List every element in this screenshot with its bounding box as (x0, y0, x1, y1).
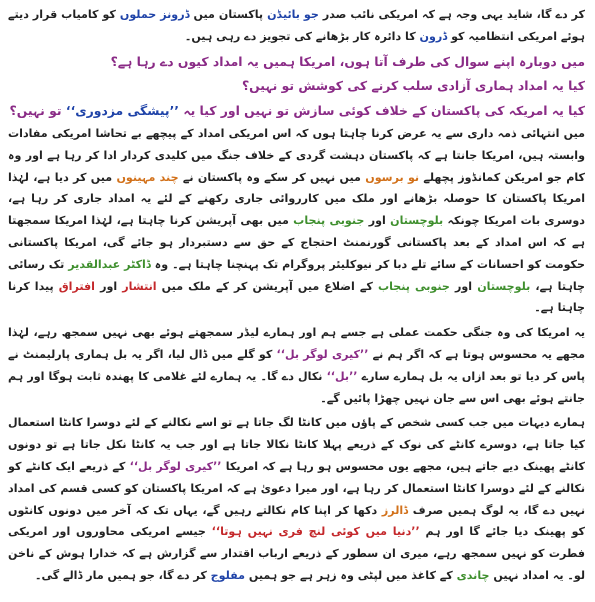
text-run: میں کر دیا ہے، لہٰذا امریکا پاکستان کا حوصلہ بڑھانے اور ملک میں کارروائی جاری رکھنے کے لئے یہ امداد جاری کر رہا ہے، دوسری بات امریکا چونکہ (8, 170, 586, 228)
text-run: پاکستان میں (189, 8, 268, 21)
question-line (8, 50, 585, 75)
text-run: تو نہیں؟ (9, 102, 66, 118)
text-run: پیدا کرنا چاہتا ہے۔ (8, 279, 585, 315)
paragraph (8, 4, 585, 48)
highlighted-phrase: جنوبی پنجاب (293, 214, 365, 228)
text-run: دکھا کر اپنا کام نکالتے رہیں گے، یہاں تک کہ آخر میں دونوں کانٹوں کو پھینک دیا جائے گا اور ہم (8, 503, 585, 539)
text-run: یہ امریکا کی وہ جنگی حکمت عملی ہے جسے ہم اور ہمارے لیڈر سمجھتے ہوئے بھی نہیں سمجھ رہے، لہٰذا مجھے یہ محسوس ہوتا ہے کہ اگر ہم نے (8, 326, 585, 362)
highlighted-phrase: ڈاکٹر عبدالقدیر (68, 257, 151, 271)
highlighted-phrase: انتشار (122, 279, 157, 293)
text-run: میں بھی آپریشن کرنا چاہتا ہے، لہٰذا امریکا سمجھتا ہے کہ اس امداد کے بعد پاکستانی گورنمنٹ احتجاج کے حق سے دستبردار ہو جائے گی، امریکا پاکستانی حکومت کو احسانات کے سائے تلے دبا کر نیوکلیئر پروگرام تک پہنچنا چاہتا ہے۔ وہ (8, 214, 585, 271)
paragraph (8, 123, 585, 319)
question-line (8, 99, 585, 124)
text-run: ہمارے دیہات میں جب کسی شخص کے پاؤں میں کانٹا لگ جاتا ہے تو اسے نکالنے کے لئے دوسرا کانٹا استعمال کیا جاتا ہے، دوسرے کانٹے کی نوک کے ذریعے پہلا کانٹا نکالا جاتا ہے اور جب یہ کانٹا نکل جاتا ہے تو دونوں کانٹے پھینک دیے جاتے ہیں، مجھے یوں محسوس ہو رہا ہے کہ امریکا (8, 416, 585, 474)
highlighted-phrase: مفلوج (210, 569, 245, 583)
highlighted-phrase: جو بائیڈن (267, 8, 319, 21)
paragraph (8, 412, 585, 586)
highlighted-phrase: ڈرونز حملوں (119, 8, 190, 21)
highlighted-phrase: ڈرون (419, 29, 448, 43)
text-run: کے اضلاع میں آپریشن کر کے ملک میں (156, 279, 378, 293)
question-line (8, 74, 585, 99)
text-run: اور (94, 279, 123, 293)
highlighted-phrase: جنوبی پنجاب (377, 279, 450, 293)
text-run: کے ذریعے ایک کانٹے کو نکالنے کے لئے دوسرا کانٹا استعمال کر رہا ہے، اور میرا دعویٰ ہے کہ امریکا پاکستان کو کسی قسم کی امداد نہیں دے گا، یہ لوگ ہمیں صرف (8, 460, 586, 517)
highlighted-phrase: ’’کیری لوگر بل‘‘ (276, 348, 369, 362)
highlighted-phrase: ’’بل‘‘ (326, 369, 358, 383)
text-run: کے کاغذ میں لپٹی وہ زہر ہے جو ہمیں (245, 569, 457, 583)
paragraph (8, 322, 585, 409)
text-run: میں نہیں کر سکے وہ پاکستان نے (178, 170, 366, 184)
highlighted-phrase: نو برسوں (365, 170, 420, 184)
text-run: کو کامیاب قرار دیتے ہوئے امریکی انتظامیہ کو (8, 8, 585, 43)
highlighted-phrase: چاندی (456, 569, 490, 583)
text-run: کر دے گا، جو ہمیں مار ڈالے گی۔ (34, 569, 211, 583)
text-run: کو گلے میں ڈال لیا، اگر یہ بل ہماری پارلیمنٹ نے پاس کر دیا تو بعد ازاں یہ بل ہمارے سارے (8, 348, 585, 383)
text-run: میں انتہائی ذمہ داری سے یہ عرض کرنا چاہتا ہوں کہ اس امریکی امداد کے پیچھے بے تحاشا امریکی مفادات وابستہ ہیں، امریکا جانتا ہے کہ پاکستان دہشت گردی کے خلاف جنگ میں کلیدی کردار ادا کر رہا ہے اور وہ کام جو امریکن کمانڈوز پچھلے (8, 127, 585, 184)
text-run: کیا یہ امداد ہماری آزادی سلب کرنے کی کوشش تو نہیں؟ (241, 78, 585, 94)
highlighted-phrase: افتراق (58, 279, 95, 293)
highlighted-phrase: ’’کیری لوگر بل‘‘ (129, 460, 222, 474)
highlighted-phrase: بلوچستان (477, 279, 531, 293)
text-run: نکال دے گا۔ یہ ہمارے لئے غلامی کا پھندہ ثابت ہوگا اور ہم جانتے ہوئے بھی اس سے جان نہیں چھڑا پائیں گے۔ (8, 369, 585, 405)
text-run: جیسے امریکی محاوروں اور امریکی فطرت کو نہیں سمجھ رہے، میری ان سطور کے ذریعے ارباب اقتدار سے گزارش ہے کہ خدارا ہوش کے ناخن لو۔ یہ امداد نہیں (8, 525, 585, 583)
highlighted-phrase: بلوچستان (390, 214, 444, 228)
text-run: کیا یہ امریکہ کی پاکستان کے خلاف کوئی سازش تو نہیں اور کیا یہ (179, 102, 585, 118)
text-run: میں دوبارہ اپنے سوال کی طرف آتا ہوں، امریکا ہمیں یہ امداد کیوں دے رہا ہے؟ (110, 53, 585, 69)
highlighted-phrase: ’’دنیا میں کوئی لنچ فری نہیں ہوتا‘‘ (211, 525, 420, 539)
text-run: اور (364, 214, 391, 228)
text-run: تک رسائی چاہتا ہے، (8, 257, 586, 293)
highlighted-phrase: ڈالرز (381, 503, 409, 517)
text-run: اور (449, 279, 478, 293)
text-run: کا دائرہ کار بڑھانے کی تجویز دے رہی ہیں۔ (184, 29, 420, 43)
highlighted-phrase: ’’پیشگی مزدوری‘‘ (65, 102, 179, 118)
highlighted-phrase: چند مہینوں (116, 170, 179, 184)
text-run: کر دے گا، شاید یہی وجہ ہے کہ امریکی نائب صدر (318, 8, 585, 21)
